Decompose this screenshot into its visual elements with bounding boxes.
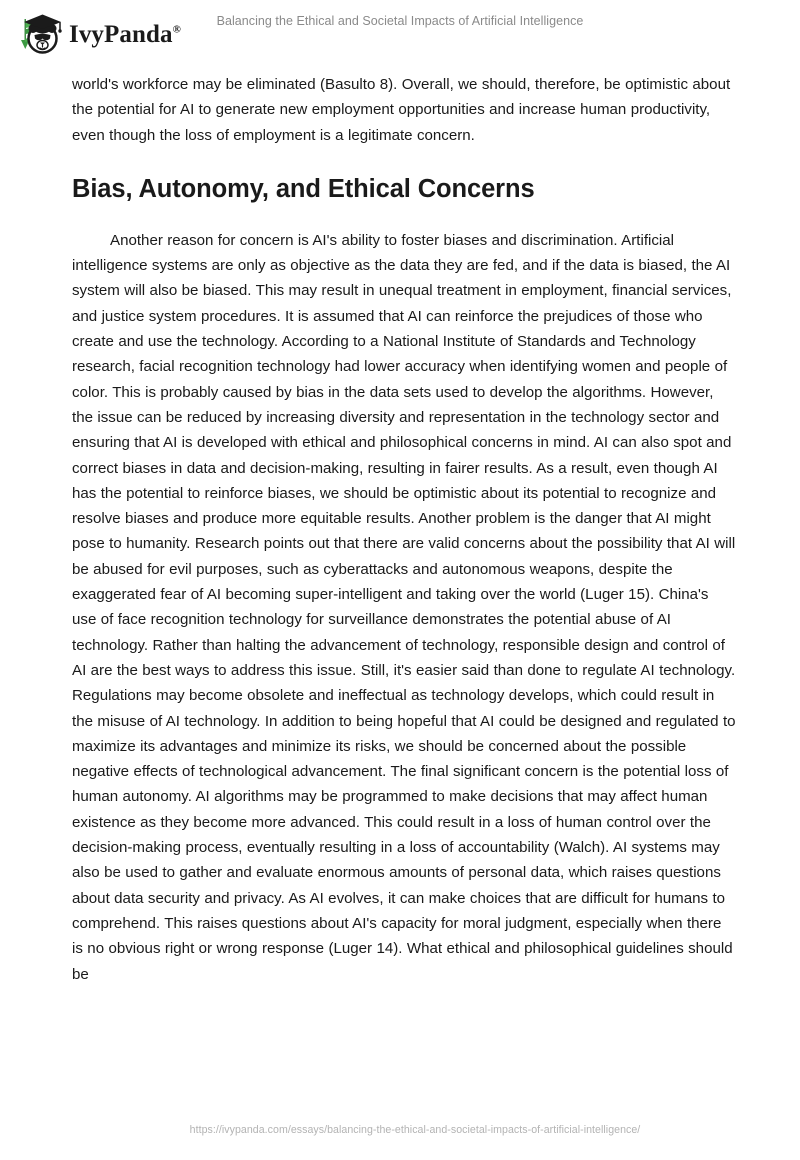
section-paragraph: Another reason for concern is AI's ability to foster biases and discrimination. Artificial intelligence systems are only as objective as the data they are fed, and if the data is biased, the AI system will also be biased. This may result in unequal treatment in employment, financial services, and justice system procedures. It is assumed that AI can reinforce the prejudices of those who create and use the technology. According to a National Institute of Standards and Technology research, facial recognition technology had lower accuracy when identifying women and people of color. This is probably caused by bias in the data sets used to develop the algorithms. However, the issue can be reduced by increasing diversity and representation in the technology sector and ensuring that AI is developed with ethical and philosophical concerns in mind. AI can also spot and correct biases in data and decision-making, resulting in fairer results. As a result, even though AI has the potential to reinforce biases, we should be optimistic about its potential to recognize and resolve biases and produce more equitable results. Another problem is the danger that AI might pose to humanity. Research points out that there are valid concerns about the possibility that AI will be abused for evil purposes, such as cyberattacks and autonomous weapons, despite the exaggerated fear of AI becoming super-intelligent and taking over the world (Luger 15). China's use of face recognition technology for surveillance demonstrates the potential abuse of AI technology. Rather than halting the advancement of technology, responsible design and control of AI are the best ways to address this issue. Still, it's easier said than done to regulate AI technology. Regulations may become obsolete and ineffectual as technology develops, which could result in the misuse of AI technology. In addition to being hopeful that AI could be designed and regulated to maximize its advantages and minimize its risks, we should be concerned about the possible negative effects of technological advancement. The final significant concern is the potential loss of human autonomy. AI algorithms may be programmed to make decisions that may affect human existence as they become more advanced. This could result in a loss of human control over the decision-making process, eventually resulting in a loss of accountability (Walch). AI systems may also be used to gather and evaluate enormous amounts of personal data, which raises questions about data security and privacy. As AI evolves, it can make choices that are difficult for humans to comprehend. This raises questions about AI's capacity for moral judgment, especially when there is no obvious right or wrong response (Luger 14). What ethical and philosophical guidelines should be (72, 231, 736, 983)
continued-paragraph: world's workforce may be eliminated (Basulto 8). Overall, we should, therefore, be optimistic about the potential for AI to generate new employment opportunities and increase human productivity, even though the loss of employment is a legitimate concern. (72, 76, 731, 144)
brand-name-text: IvyPanda (69, 20, 173, 48)
source-url-link[interactable]: https://ivypanda.com/essays/balancing-the-ethical-and-societal-impacts-of-artificial-intelligence/ (189, 1124, 641, 1136)
document-title-header: Balancing the Ethical and Societal Impacts of Artificial Intelligence (216, 14, 584, 28)
section-heading: Bias, Autonomy, and Ethical Concerns (72, 174, 535, 203)
page-footer (0, 1120, 800, 1138)
document-content (72, 72, 736, 987)
page-header (0, 0, 800, 62)
registered-trademark-mark: ® (172, 23, 181, 36)
